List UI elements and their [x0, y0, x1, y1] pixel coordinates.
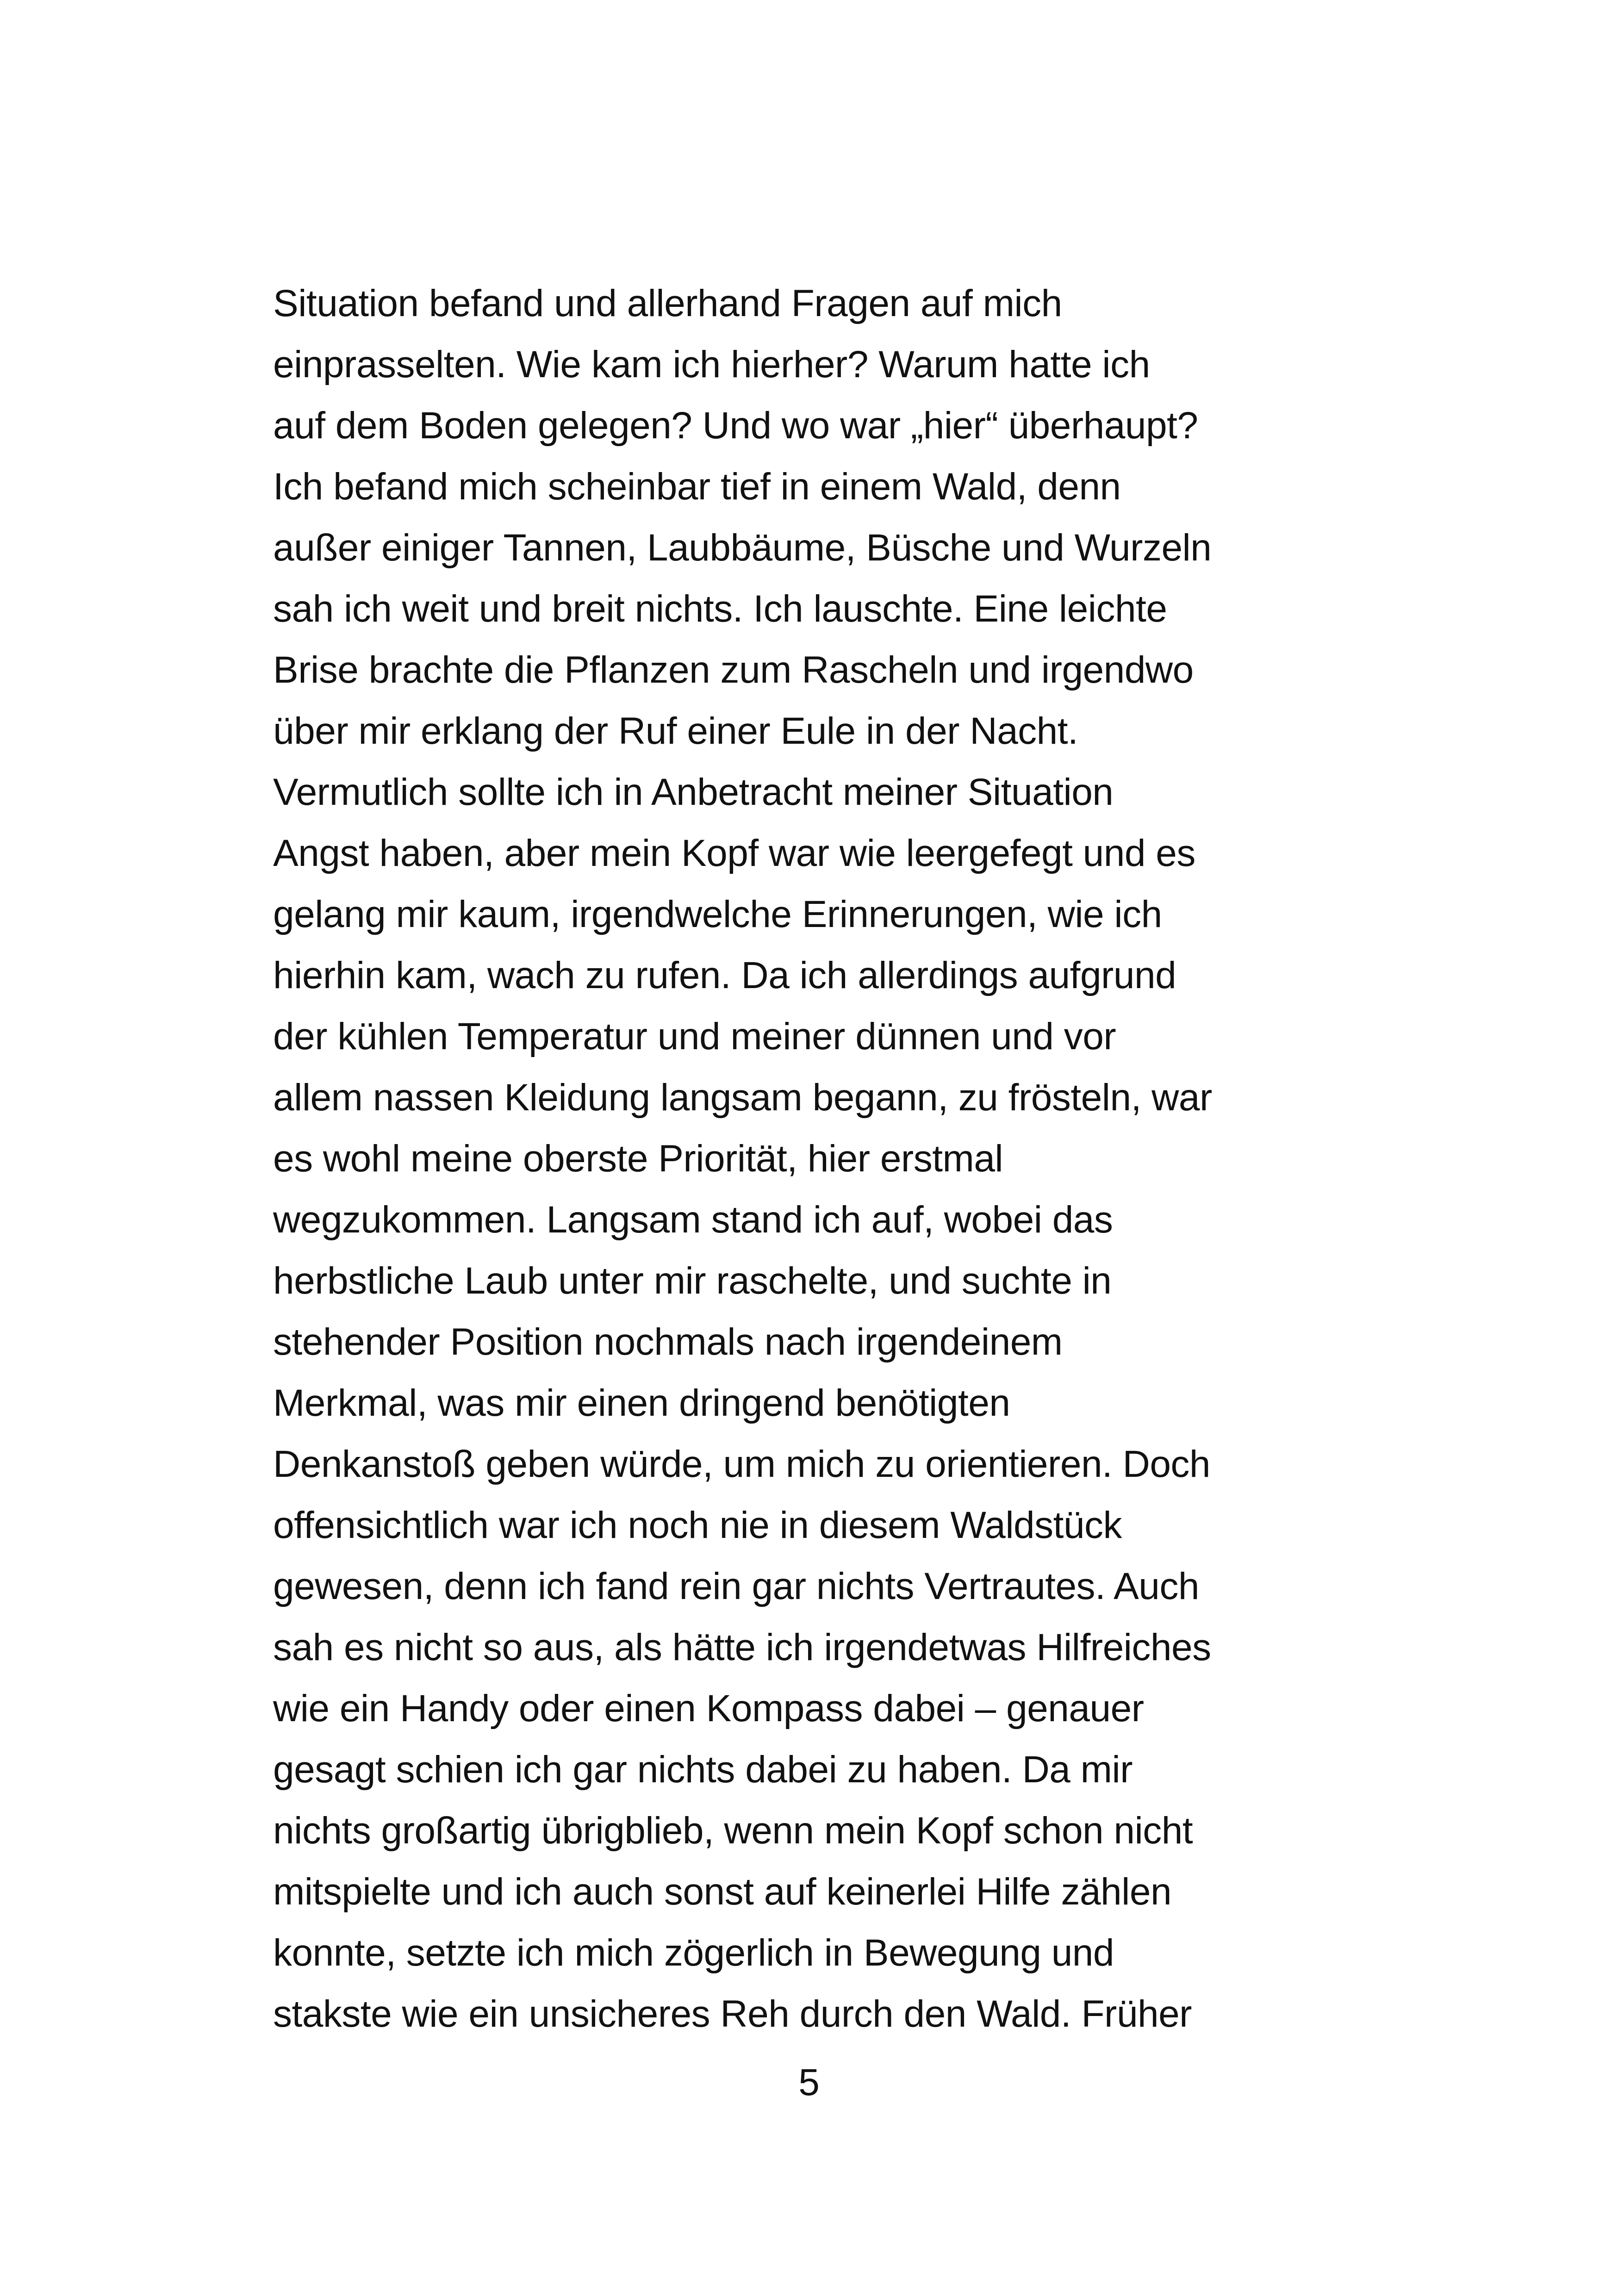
body-text	[273, 273, 1351, 2045]
text-line: Situation befand und allerhand Fragen auf mich	[273, 282, 1062, 324]
text-line: gelang mir kaum, irgendwelche Erinnerungen, wie ich	[273, 893, 1162, 935]
text-line: der kühlen Temperatur und meiner dünnen und vor	[273, 1015, 1116, 1058]
text-line: offensichtlich war ich noch nie in diesem Waldstück	[273, 1504, 1122, 1546]
page-number: 5	[798, 2061, 820, 2103]
text-line: wegzukommen. Langsam stand ich auf, wobei das	[273, 1199, 1113, 1241]
text-line: Angst haben, aber mein Kopf war wie leergefegt und es	[273, 832, 1195, 874]
text-line: allem nassen Kleidung langsam begann, zu frösteln, war	[273, 1076, 1212, 1119]
text-line: hierhin kam, wach zu rufen. Da ich allerdings aufgrund	[273, 954, 1176, 996]
text-line: sah ich weit und breit nichts. Ich lauschte. Eine leichte	[273, 588, 1167, 630]
text-line: sah es nicht so aus, als hätte ich irgendetwas Hilfreiches	[273, 1626, 1211, 1668]
text-line: auf dem Boden gelegen? Und wo war „hier“ überhaupt?	[273, 404, 1198, 447]
text-line: nichts großartig übrigblieb, wenn mein Kopf schon nicht	[273, 1810, 1193, 1852]
text-line: Denkanstoß geben würde, um mich zu orientieren. Doch	[273, 1443, 1211, 1485]
text-line: herbstliche Laub unter mir raschelte, und suchte in	[273, 1260, 1112, 1302]
text-line: stakste wie ein unsicheres Reh durch den Wald. Früher	[273, 1993, 1192, 2035]
text-line: stehender Position nochmals nach irgendeinem	[273, 1321, 1063, 1363]
text-line: gewesen, denn ich fand rein gar nichts Vertrautes. Auch	[273, 1565, 1199, 1607]
text-line: es wohl meine oberste Priorität, hier erstmal	[273, 1138, 1003, 1180]
text-line: außer einiger Tannen, Laubbäume, Büsche und Wurzeln	[273, 527, 1212, 569]
text-line: einprasselten. Wie kam ich hierher? Warum hatte ich	[273, 343, 1150, 386]
text-line: über mir erklang der Ruf einer Eule in der Nacht.	[273, 710, 1078, 752]
text-line: konnte, setzte ich mich zögerlich in Bewegung und	[273, 1932, 1114, 1974]
text-line: Brise brachte die Pflanzen zum Rascheln und irgendwo	[273, 649, 1194, 691]
text-line: wie ein Handy oder einen Kompass dabei – genauer	[273, 1687, 1144, 1730]
text-line: mitspielte und ich auch sonst auf keinerlei Hilfe zählen	[273, 1871, 1172, 1913]
text-line: Merkmal, was mir einen dringend benötigten	[273, 1382, 1010, 1424]
text-line: Ich befand mich scheinbar tief in einem Wald, denn	[273, 466, 1121, 508]
text-line: gesagt schien ich gar nichts dabei zu haben. Da mir	[273, 1748, 1133, 1791]
text-line: Vermutlich sollte ich in Anbetracht meiner Situation	[273, 771, 1114, 813]
